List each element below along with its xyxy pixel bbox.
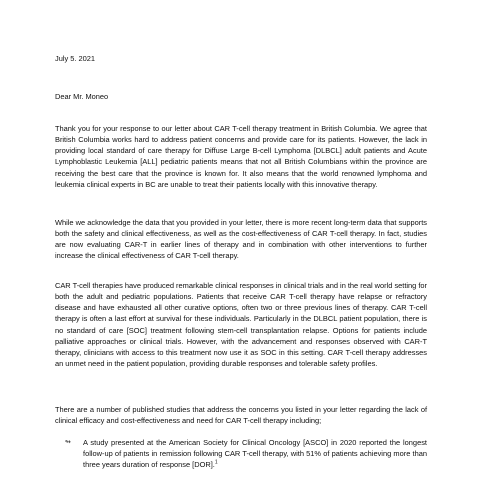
letter-date: July 5. 2021 — [55, 54, 95, 63]
letter-salutation: Dear Mr. Moneo — [55, 92, 109, 101]
bullet-text: A study presented at the American Society for Clinical Oncology [ASCO] in 2020 reported the longest follow-up of patients in remission following CAR T-cell therapy, with 51% of patients achieving more than three years duration of response [DOR]. — [83, 438, 427, 470]
footnote-marker: 1 — [214, 459, 218, 466]
study-list — [55, 437, 427, 470]
curved-arrow-bullet-icon: ↬ — [65, 438, 71, 446]
list-item — [55, 437, 427, 470]
body-paragraph: There are a number of published studies that address the concerns you listed in your letter regarding the lack of clinical efficacy and cost-effectiveness and need for CAR T-cell therapy including; — [55, 405, 427, 426]
body-paragraph: Thank you for your response to our letter about CAR T-cell therapy treatment in British Columbia. We agree that British Columbia works hard to address patient concerns and provide care for its patients. However, the lack in providing local standard of care therapy for Diffuse Large B-cell Lymphoma [DLBCL] adult patients and Acute Lymphoblastic Leukemia [ALL] pediatric patients means that not all British Columbians within the province are receiving the best care that the province is known for. It also means that the world renowned lymphoma and leukemia clinical experts in BC are unable to treat their patients locally with this innovative therapy. — [55, 124, 427, 189]
body-paragraph: CAR T-cell therapies have produced remarkable clinical responses in clinical trials and in the real world setting for both the adult and pediatric populations. Patients that receive CAR T-cell therapy have relapse or refractory disease and have exhausted all other curative options, often two or three previous lines of therapy. CAR T-cell therapy is often a last effort at survival for these individuals. Particularly in the DLBCL patient population, there is no standard of care [SOC] treatment following stem-cell transplantation relapse. Options for patients include palliative approaches or clinical trials. However, with the advancement and responses observed with CAR-T therapy, clinicians with access to this treatment now use it as SOC in this setting. CAR T-cell therapy addresses an unmet need in the patient population, providing durable responses and tolerable safety profiles. — [55, 281, 427, 369]
body-paragraph: While we acknowledge the data that you provided in your letter, there is more recent long-term data that supports both the safety and clinical effectiveness, as well as the cost-effectiveness of CAR T-cell therapy. In fact, studies are now evaluating CAR-T in earlier lines of therapy and in combination with other interventions to further increase the clinical effectiveness of CAR T-cell therapy. — [55, 218, 427, 261]
